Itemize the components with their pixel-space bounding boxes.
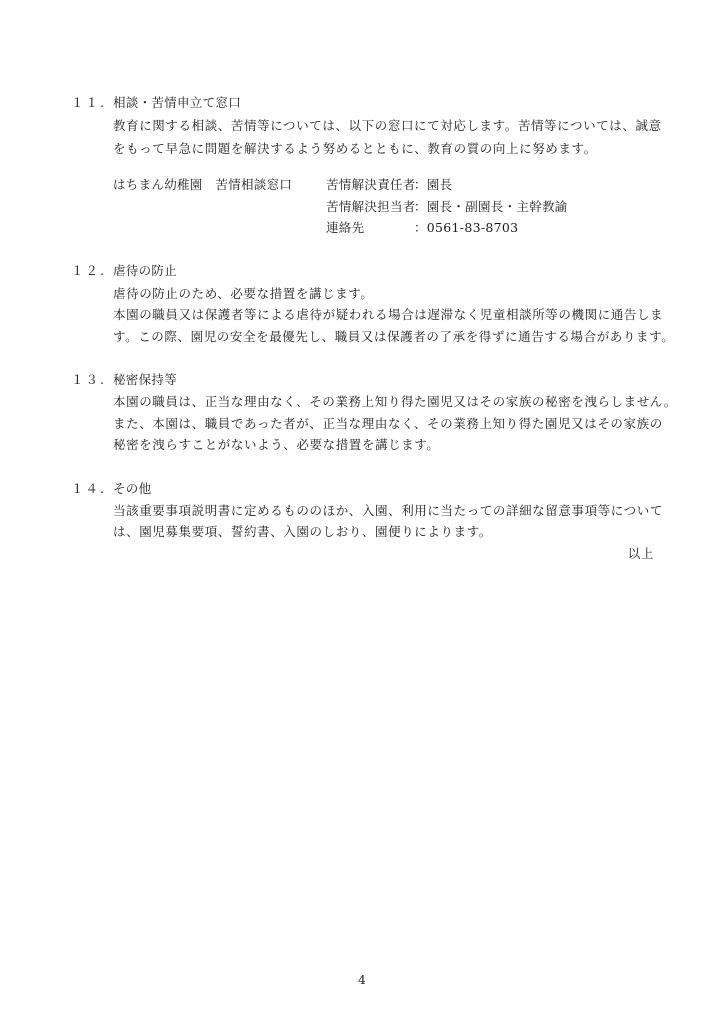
contact-value: ：園長: [414, 177, 453, 192]
page-number: 4: [358, 973, 366, 987]
paragraph-line: また、本園は、職員であった者が、正当な理由なく、その業務上知り得た園児又はその家族の: [113, 416, 663, 431]
section-number: １２.: [71, 263, 106, 278]
section-13-heading: [71, 372, 177, 388]
paragraph-line: 秘密を洩らすことがないよう、必要な措置を講じます。: [113, 437, 440, 452]
section-title: 相談・苦情申立て窓口: [113, 95, 242, 110]
closing-mark: 以上: [627, 546, 654, 561]
contact-label: 苦情解決担当者: [326, 199, 416, 214]
section-title: 秘密保持等: [113, 372, 178, 387]
section-title: 虐待の防止: [113, 263, 178, 278]
section-14-heading: [71, 481, 151, 497]
section-number: １４.: [71, 481, 106, 496]
paragraph-line: をもって早急に問題を解決するよう努めるとともに、教育の質の向上に努めます。: [113, 141, 597, 156]
paragraph-line: 教育に関する相談、苦情等については、以下の窓口にて対応します。苦情等については、誠意: [113, 118, 662, 133]
paragraph-line: す。この際、園児の安全を最優先し、職員又は保護者の了承を得ずに通告する場合があります。: [113, 329, 675, 344]
contact-value: ：園長・副園長・主幹教諭: [414, 199, 568, 214]
paragraph-line: 本園の職員又は保護者等による虐待が疑われる場合は遅滞なく児童相談所等の機関に通告しま: [113, 307, 664, 322]
paragraph-line: 虐待の防止のため、必要な措置を講じます。: [113, 286, 374, 301]
contact-label: 苦情解決責任者: [326, 177, 416, 192]
paragraph-line: 本園の職員は、正当な理由なく、その業務上知り得た園児又はその家族の秘密を洩らしません。: [113, 394, 677, 409]
complaint-office-name: はちまん幼稚園 苦情相談窓口: [113, 177, 293, 192]
section-title: その他: [113, 481, 152, 496]
section-11-heading: [71, 95, 241, 111]
paragraph-line: は、園児募集要項、誓約書、入園のしおり、園便りによります。: [113, 524, 492, 539]
contact-label: 連絡先: [326, 220, 365, 235]
section-number: １１.: [71, 95, 106, 110]
paragraph-line: 当該重要事項説明書に定めるもののほか、入園、利用に当たっての詳細な留意事項等について: [113, 503, 663, 518]
section-12-heading: [71, 263, 177, 279]
contact-phone: ：0561-83-8703: [414, 220, 519, 235]
section-number: １３.: [71, 372, 106, 387]
